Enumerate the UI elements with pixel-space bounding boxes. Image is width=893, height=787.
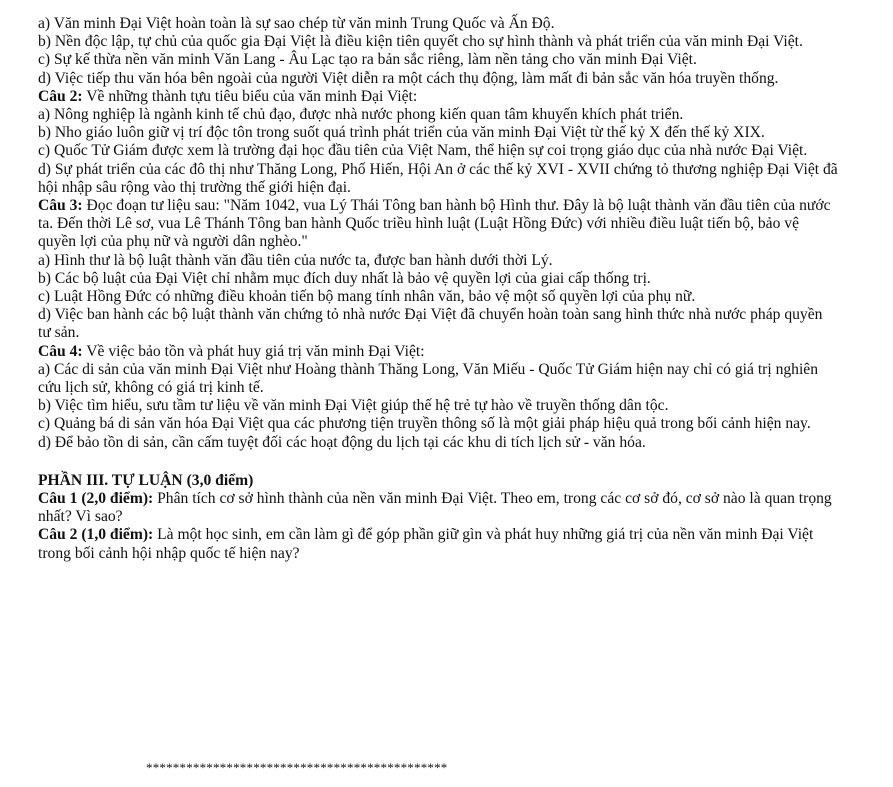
essay-question-2	[38, 526, 838, 562]
option-c: c) Sự kế thừa nền văn minh Văn Lang - Âu Lạc tạo ra bản sắc riêng, làm nền tảng cho văn minh Đại Việt.	[38, 51, 697, 69]
question-2-label: Câu 2:	[38, 87, 83, 105]
question-3-text: Đọc đoạn tư liệu sau: "Năm 1042, vua Lý Thái Tông ban hành bộ Hình thư. Đây là bộ luật thành văn đầu tiên của nước ta. Đến thời Lê sơ, vua Lê Thánh Tông ban hành Quốc triều hình luật (Luật Hồng Đức) với nhiều điều luật tiến bộ, bảo vệ quyền lợi của phụ nữ và người dân nghèo."	[38, 197, 831, 251]
part-3	[38, 472, 838, 563]
option-b: b) Nho giáo luôn giữ vị trí độc tôn trong suốt quá trình phát triển của văn minh Đại Việt từ thế kỷ X đến thế kỷ XIX.	[38, 124, 765, 142]
document-body	[38, 15, 838, 563]
option-d: d) Việc ban hành các bộ luật thành văn chứng tỏ nhà nước Đại Việt đã chuyển hoàn toàn sang hình thức nhà nước pháp quyền tư sản.	[38, 306, 823, 342]
question-3	[38, 197, 838, 343]
option-a: a) Hình thư là bộ luật thành văn đầu tiên của nước ta, được ban hành dưới thời Lý.	[38, 251, 553, 269]
part-3-title: PHẦN III. TỰ LUẬN (3,0 điểm)	[38, 471, 254, 489]
question-2-stem	[38, 88, 838, 106]
question-4-text: Về việc bảo tồn và phát huy giá trị văn minh Đại Việt:	[82, 342, 425, 360]
question-2-text: Về những thành tựu tiêu biểu của văn minh Đại Việt:	[82, 87, 418, 105]
essay-question-2-text: Là một học sinh, em cần làm gì để góp phần giữ gìn và phát huy những giá trị của nền văn minh Đại Việt trong bối cảnh hội nhập quốc tế hiện nay?	[38, 526, 814, 562]
option-c: c) Quốc Tử Giám được xem là trường đại học đầu tiên của Việt Nam, thể hiện sự coi trọng giáo dục của nhà nước Đại Việt.	[38, 142, 808, 160]
essay-question-1-text: Phân tích cơ sở hình thành của nền văn minh Đại Việt. Theo em, trong các cơ sở đó, cơ sở nào là quan trọng nhất? Vì sao?	[38, 490, 832, 526]
option-a: a) Các di sản của văn minh Đại Việt như Hoàng thành Thăng Long, Văn Miếu - Quốc Tử Giám hiện nay chỉ có giá trị nghiên cứu lịch sử, không có giá trị kinh tế.	[38, 360, 819, 397]
question-1-options	[38, 15, 838, 88]
option-a: a) Nông nghiệp là ngành kinh tế chủ đạo, được nhà nước phong kiến quan tâm khuyến khích phát triển.	[38, 106, 684, 124]
option-b: b) Các bộ luật của Đại Việt chỉ nhằm mục đích duy nhất là bảo vệ quyền lợi của giai cấp thống trị.	[38, 269, 651, 287]
question-2	[38, 88, 838, 197]
option-c: c) Quảng bá di sản văn hóa Đại Việt qua các phương tiện truyền thông số là một giải pháp hiệu quả trong bối cảnh hiện nay.	[38, 415, 811, 433]
option-d: d) Việc tiếp thu văn hóa bên ngoài của người Việt diễn ra một cách thụ động, làm mất đi bản sắc văn hóa truyền thống.	[38, 69, 779, 87]
question-4-stem	[38, 343, 838, 361]
essay-question-1-label: Câu 1 (2,0 điểm):	[38, 490, 154, 508]
option-c: c) Luật Hồng Đức có những điều khoản tiến bộ mang tính nhân văn, bảo vệ một số quyền lợi của phụ nữ.	[38, 288, 696, 306]
option-b: b) Nền độc lập, tự chủ của quốc gia Đại Việt là điều kiện tiên quyết cho sự hình thành và phát triển của văn minh Đại Việt.	[38, 33, 803, 51]
question-3-label: Câu 3:	[38, 197, 83, 215]
essay-question-2-label: Câu 2 (1,0 điểm):	[38, 526, 154, 544]
question-4-label: Câu 4:	[38, 342, 83, 360]
end-divider: *********************************************	[146, 760, 448, 775]
option-b: b) Việc tìm hiểu, sưu tầm tư liệu về văn minh Đại Việt giúp thế hệ trẻ tự hào về truyền thống dân tộc.	[38, 397, 669, 415]
option-d: d) Để bảo tồn di sản, cần cấm tuyệt đối các hoạt động du lịch tại các khu di tích lịch sử - văn hóa.	[38, 433, 646, 451]
essay-question-1	[38, 490, 838, 526]
question-3-stem	[38, 197, 838, 252]
question-4	[38, 343, 838, 452]
option-d: d) Sự phát triển của các đô thị như Thăng Long, Phố Hiến, Hội An ở các thế kỷ XVI - XVII chứng tỏ thương nghiệp Đại Việt đã hội nhập sâu rộng vào thị trường thế giới hiện đại.	[38, 160, 838, 196]
section-spacer	[38, 452, 838, 472]
option-a: a) Văn minh Đại Việt hoàn toàn là sự sao chép từ văn minh Trung Quốc và Ấn Độ.	[38, 15, 555, 32]
